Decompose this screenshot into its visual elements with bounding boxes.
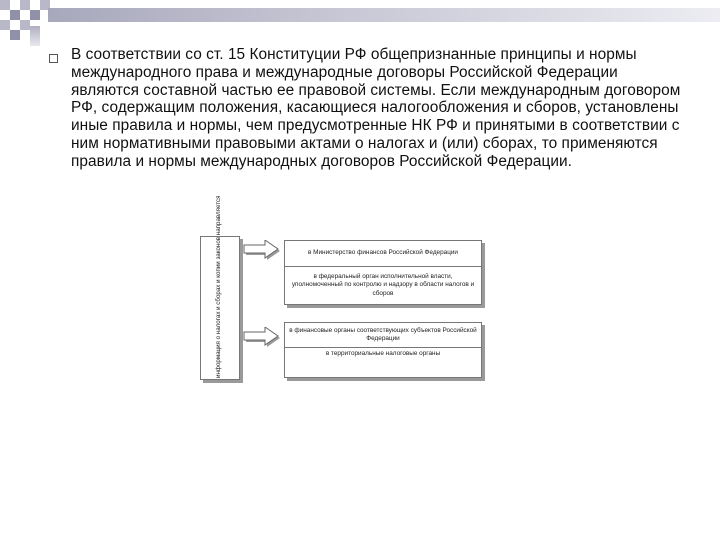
recipient-territorial-tax: в территориальные налоговые органы (285, 347, 481, 377)
deco-square (30, 10, 40, 20)
bullet-square-icon (49, 54, 58, 63)
deco-vertical-bar (30, 26, 40, 46)
deco-square (10, 10, 20, 20)
deco-square (0, 20, 10, 30)
deco-square (20, 20, 30, 30)
recipient-regional-finance: в финансовые органы соответствующих субъектов Российской Федерации (289, 326, 477, 342)
source-label: информация о налогах и сборах и копии законов направляется (215, 195, 222, 378)
deco-square (0, 0, 10, 10)
body-paragraph: В соответствии со ст. 15 Конституции РФ общепризнанные принципы и нормы международного права и международные договоры Российской Федерации являются составной частью ее правовой системы. Если международным договором РФ, содержащим положения, касающиеся налогообложения и сборов, установлены иные правила и нормы, чем предусмотренные НК РФ и принятыми в соответствии с ним нормативными правовыми актами о налогах и (или) сборах, то применяются правила и нормы международных договоров Российской Федерации. (71, 46, 681, 170)
header-bar (48, 8, 720, 22)
deco-square (10, 30, 20, 40)
recipient-tax-authority: в федеральный орган исполнительной власти, уполномоченный по контролю и надзору в области налогов и сборов (285, 266, 481, 304)
source-box-text (200, 195, 238, 378)
recipient-minfin: в Министерство финансов Российской Федерации (307, 249, 459, 257)
recipient-group-federal (284, 240, 482, 305)
arrow-right-icon (243, 240, 283, 262)
deco-square (20, 0, 30, 10)
recipient-group-regional (284, 322, 482, 378)
arrow-right-icon (243, 327, 283, 349)
